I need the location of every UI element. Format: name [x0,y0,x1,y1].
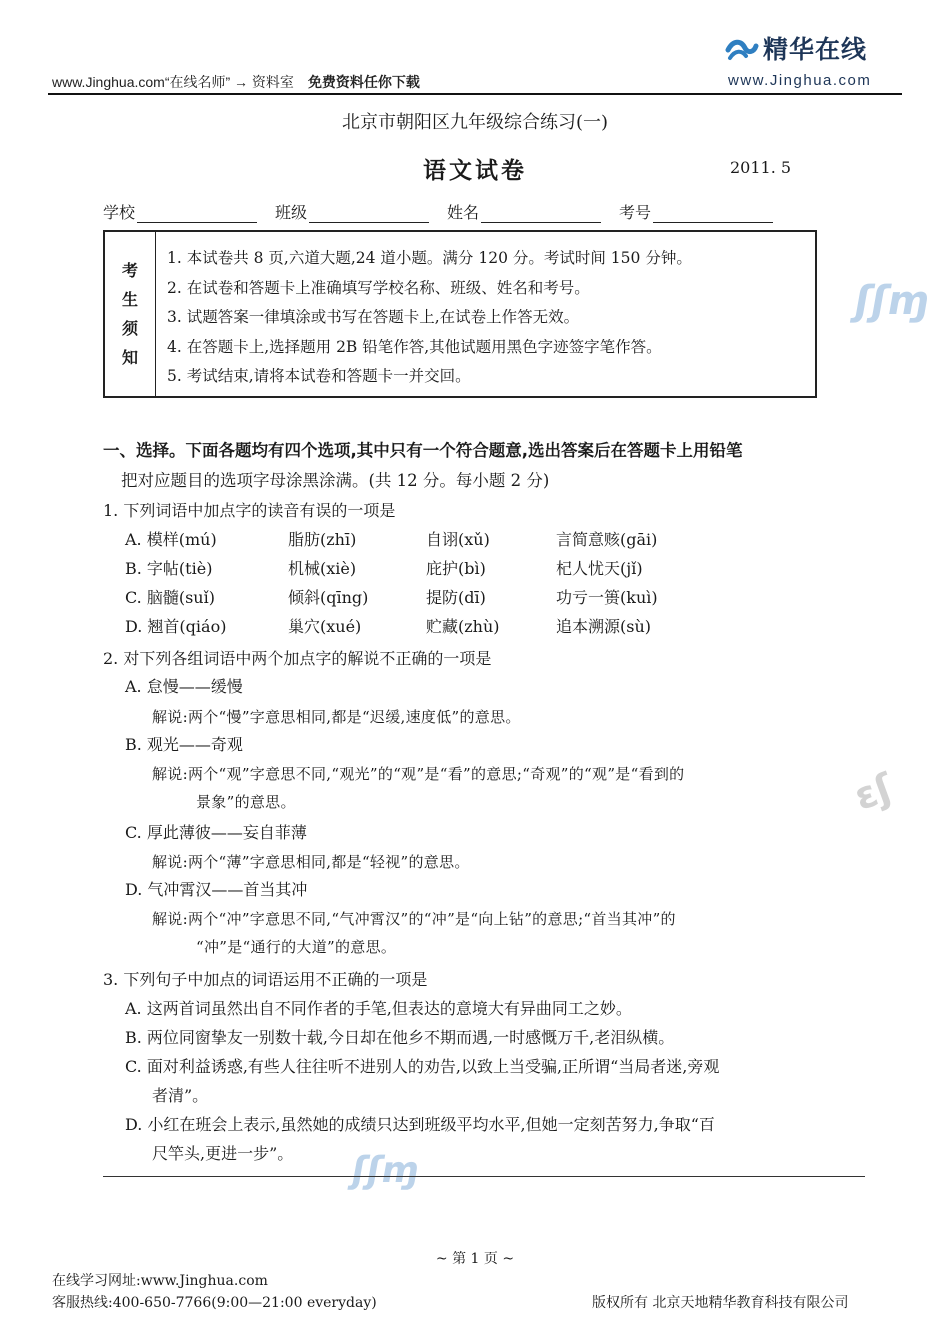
page-number: ~ 第 1 页 ~ [435,1251,515,1267]
watermark-text-icon: ɛʃ [848,765,899,819]
exam-subtitle: 北京市朝阳区九年级综合练习(一) [341,112,609,133]
brand-logo [725,30,867,66]
name-field[interactable]: 姓名 [447,200,601,223]
question-1-stem: 1. 下列词语中加点字的读音有误的一项是 [103,501,396,520]
study-url-link[interactable]: 在线学习网址:www.Jinghua.com [52,1273,268,1289]
question-2-stem: 2. 对下列各组词语中两个加点字的解说不正确的一项是 [103,649,492,668]
q1-option-a[interactable]: A. 模样(mú) 脂肪(zhī) 自诩(xǔ) 言简意赅(gāi) [125,530,658,549]
site-url-link[interactable]: www.Jinghua.com [52,74,165,90]
logo-url: www.Jinghua.com [728,72,872,89]
q3-option-c[interactable]: C. 面对利益诱惑,有些人往往听不进别人的劝告,以致上当受骗,正所谓“当局者迷,旁观 者清”。 [125,1057,720,1105]
class-field[interactable]: 班级 [275,200,429,223]
footer-contact [52,1270,377,1314]
q2-option-c-note: 解说:两个“薄”字意思相同,都是“轻视”的意思。 [152,853,470,871]
notice-item: 3. 试题答案一律填涂或书写在答题卡上,在试卷上作答无效。 [167,308,580,326]
header-divider [48,93,902,95]
q3-option-a[interactable]: A. 这两首词虽然出自不同作者的手笔,但表达的意境大有异曲同工之妙。 [125,999,632,1018]
logo-text: 精华在线 [763,35,868,64]
q2-option-a[interactable]: A. 怠慢——缓慢 [125,677,243,696]
free-download-text: 免费资料任你下载 [307,74,420,90]
watermark-logo-icon-bottom: ʃʃɱ [348,1150,424,1191]
exam-number-field[interactable]: 考号 [619,200,773,223]
exam-date: 2011. 5 [730,158,792,177]
notice-heading: 考 生 须 知 [105,232,156,396]
notice-item: 5. 考试结束,请将本试卷和答题卡一并交回。 [167,367,471,385]
question-3-stem: 3. 下列句子中加点的词语运用不正确的一项是 [103,970,428,989]
teacher-link[interactable]: “在线名师” → 资料室 [164,74,294,90]
header-links [52,72,420,92]
q3-option-b[interactable]: B. 两位同窗挚友一别数十载,今日却在他乡不期而遇,一时感慨万千,老泪纵横。 [125,1028,675,1047]
hotline-text: 客服热线:400-650-7766(9:00—21:00 everyday) [52,1295,377,1311]
page-title: 语文试卷 [423,158,527,184]
exam-notice-box [103,230,817,398]
notice-item: 2. 在试卷和答题卡上准确填写学校名称、班级、姓名和考号。 [167,278,590,297]
q2-option-b[interactable]: B. 观光——奇观 [125,735,243,754]
q2-option-b-note: 解说:两个“观”字意思不同,“观光”的“观”是“看”的意思;“奇观”的“观”是“看到的 景象”的意思。 [152,765,685,811]
footer-divider [103,1176,865,1177]
q2-option-d-note: 解说:两个“冲”字意思不同,“气冲霄汉”的“冲”是“向上钻”的意思;“首当其冲”的 “冲”是“通行的大道”的意思。 [152,910,676,956]
notice-list [167,244,807,392]
notice-item: 1. 本试卷共 8 页,六道大题,24 道小题。满分 120 分。考试时间 150 分钟。 [167,249,692,267]
section-heading: 一、选择。下面各题均有四个选项,其中只有一个符合题意,选出答案后在答题卡上用铅笔 把对应题目的选项字母涂黑涂满。(共 12 分。每小题 2 分) [103,441,743,490]
q1-option-d[interactable]: D. 翘首(qiáo) 巢穴(xué) 贮藏(zhù) 追本溯源(sù) [125,617,652,636]
student-info-row [103,200,823,223]
q1-option-c[interactable]: C. 脑髓(suǐ) 倾斜(qīng) 提防(dī) 功亏一篑(kuì) [125,588,658,607]
q1-option-b[interactable]: B. 字帖(tiè) 机械(xiè) 庇护(bì) 杞人忧天(jǐ) [125,559,643,578]
school-field[interactable]: 学校 [103,200,257,223]
q2-option-c[interactable]: C. 厚此薄彼——妄自菲薄 [125,823,307,842]
watermark-logo-icon: ʃʃɱ [850,278,934,324]
notice-item: 4. 在答题卡上,选择题用 2B 铅笔作答,其他试题用黑色字迹签字笔作答。 [167,337,662,356]
q2-option-d[interactable]: D. 气冲霄汉——首当其冲 [125,880,308,899]
q3-option-d[interactable]: D. 小红在班会上表示,虽然她的成绩只达到班级平均水平,但她一定刻苦努力,争取“百 尺竿头,更进一步”。 [125,1115,715,1163]
q2-option-a-note: 解说:两个“慢”字意思相同,都是“迟缓,速度低”的意思。 [152,708,521,726]
jinghua-wave-icon [725,34,759,62]
copyright-text: 版权所有 北京天地精华教育科技有限公司 [592,1295,849,1311]
